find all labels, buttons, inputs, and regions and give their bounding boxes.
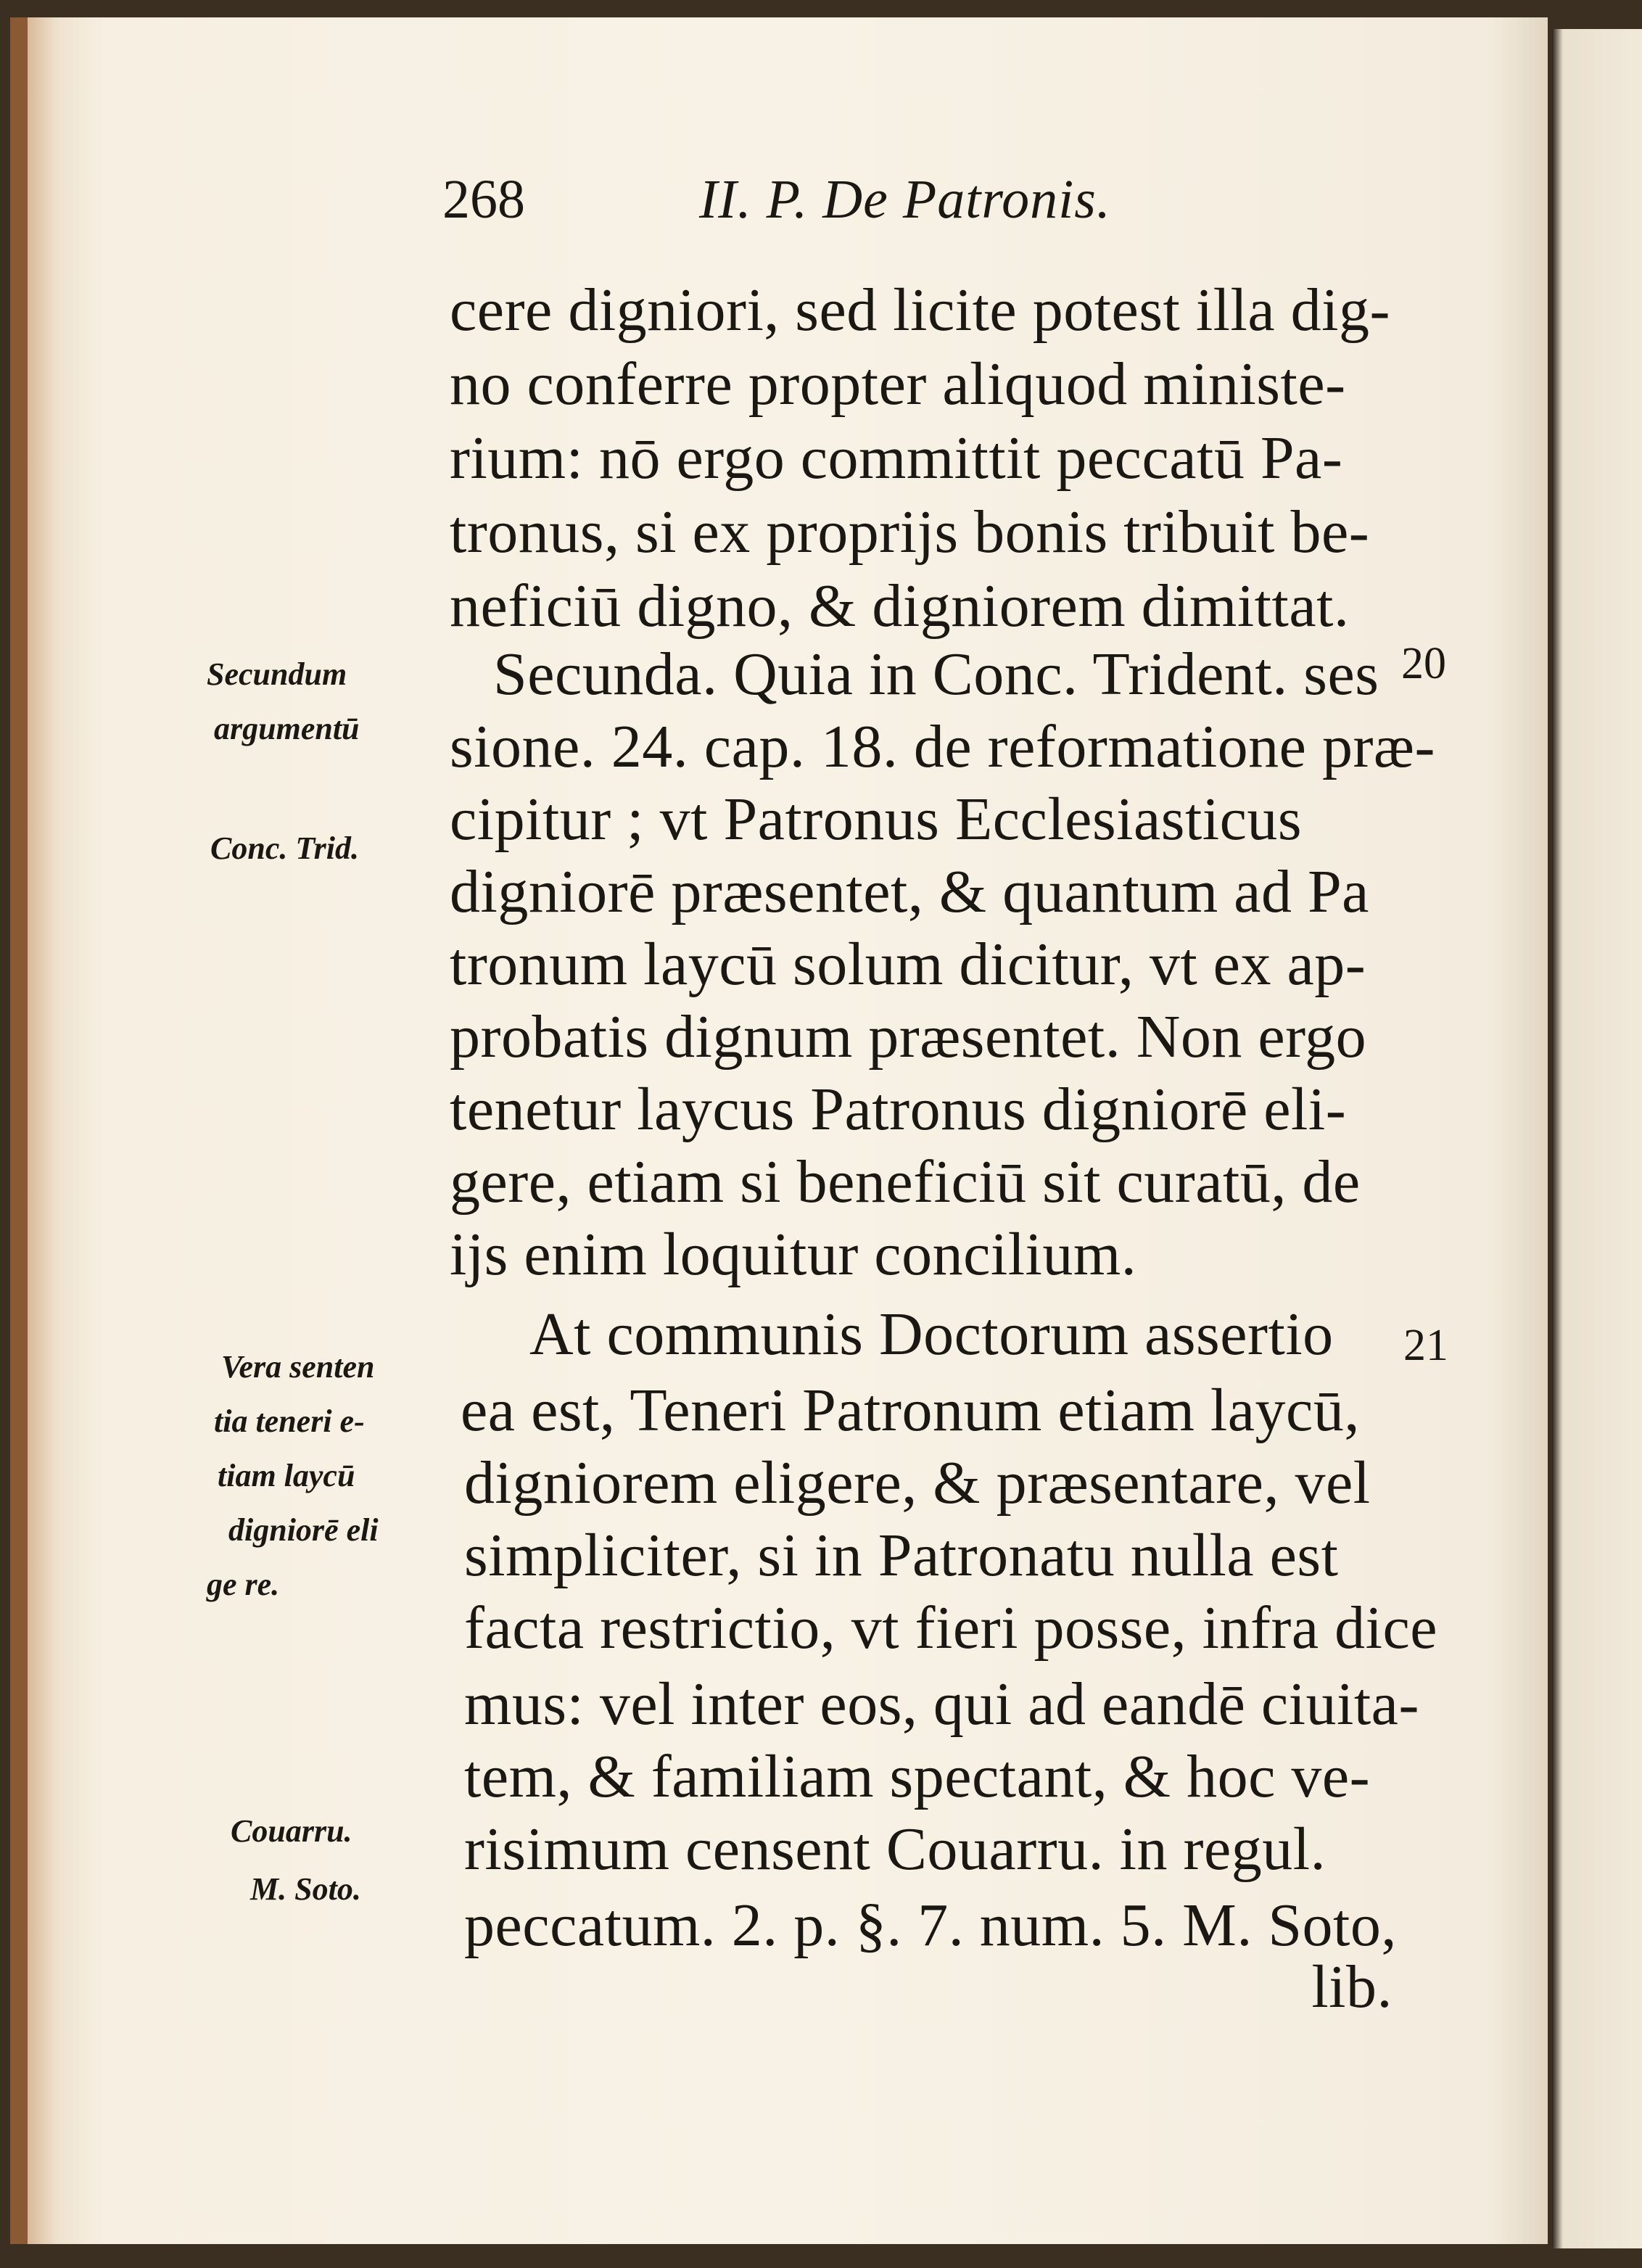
body-line: cere digniori, sed licite potest illa dig- (450, 276, 1390, 344)
body-line: tronum laycū solum dicitur, vt ex ap- (450, 931, 1366, 998)
body-line: tem, & familiam spectant, & hoc ve- (464, 1743, 1371, 1810)
body-line: digniorem eligere, & præsentare, vel (464, 1449, 1371, 1517)
body-line: probatis dignum præsentet. Non ergo (450, 1003, 1367, 1071)
body-line: neficiū digno, & digniorem dimittat. (450, 572, 1350, 640)
margin-note-vera-sententia: ge re. (207, 1567, 280, 1602)
body-line: tenetur laycus Patronus digniorē eli- (450, 1076, 1347, 1143)
margin-note-soto: M. Soto. (250, 1871, 361, 1907)
body-line: gere, etiam si beneficiū sit curatū, de (450, 1148, 1361, 1216)
body-line: facta restrictio, vt fieri posse, infra dice (464, 1594, 1438, 1662)
margin-note-secundum: Secundum (207, 656, 347, 692)
body-line: sione. 24. cap. 18. de reformatione præ- (450, 713, 1435, 780)
running-title: II. P. De Patronis. (699, 169, 1111, 230)
margin-note-vera-sententia: Vera senten (221, 1349, 375, 1385)
body-line: no conferre propter aliquod ministe- (450, 350, 1346, 418)
margin-note-argumentum: argumentū (214, 711, 360, 746)
body-line: mus: vel inter eos, qui ad eandē ciuita- (464, 1670, 1419, 1738)
body-line: At communis Doctorum assertio (529, 1300, 1334, 1368)
margin-note-vera-sententia: tiam laycū (218, 1458, 355, 1493)
body-line: rium: nō ergo committit peccatū Pa- (450, 424, 1343, 492)
body-line: ea est, Teneri Patronum etiam laycū, (461, 1377, 1360, 1444)
margin-note-couarru: Couarru. (231, 1813, 352, 1849)
margin-number-20: 20 (1401, 639, 1446, 688)
margin-note-conc-trid: Conc. Trid. (210, 830, 359, 866)
body-line: cipitur ; vt Patronus Ecclesiasticus (450, 785, 1303, 853)
margin-note-vera-sententia: digniorē eli (228, 1512, 379, 1548)
body-line: simpliciter, si in Patronatu nulla est (464, 1522, 1339, 1589)
body-line: tronus, si ex proprijs bonis tribuit be- (450, 498, 1370, 566)
margin-number-21: 21 (1403, 1321, 1448, 1370)
margin-note-vera-sententia: tia teneri e- (214, 1403, 365, 1439)
body-line: lib. (1311, 1953, 1393, 2021)
body-line: peccatum. 2. p. §. 7. num. 5. M. Soto, (464, 1892, 1397, 1959)
body-line: digniorē præsentet, & quantum ad Pa (450, 858, 1369, 925)
page-number: 268 (442, 169, 525, 230)
body-line: risimum censent Couarru. in regul. (464, 1815, 1327, 1883)
body-line: ijs enim loquitur concilium. (450, 1221, 1137, 1288)
facing-page-edge (1552, 29, 1642, 2248)
body-line: Secunda. Quia in Conc. Trident. ses (493, 640, 1379, 708)
